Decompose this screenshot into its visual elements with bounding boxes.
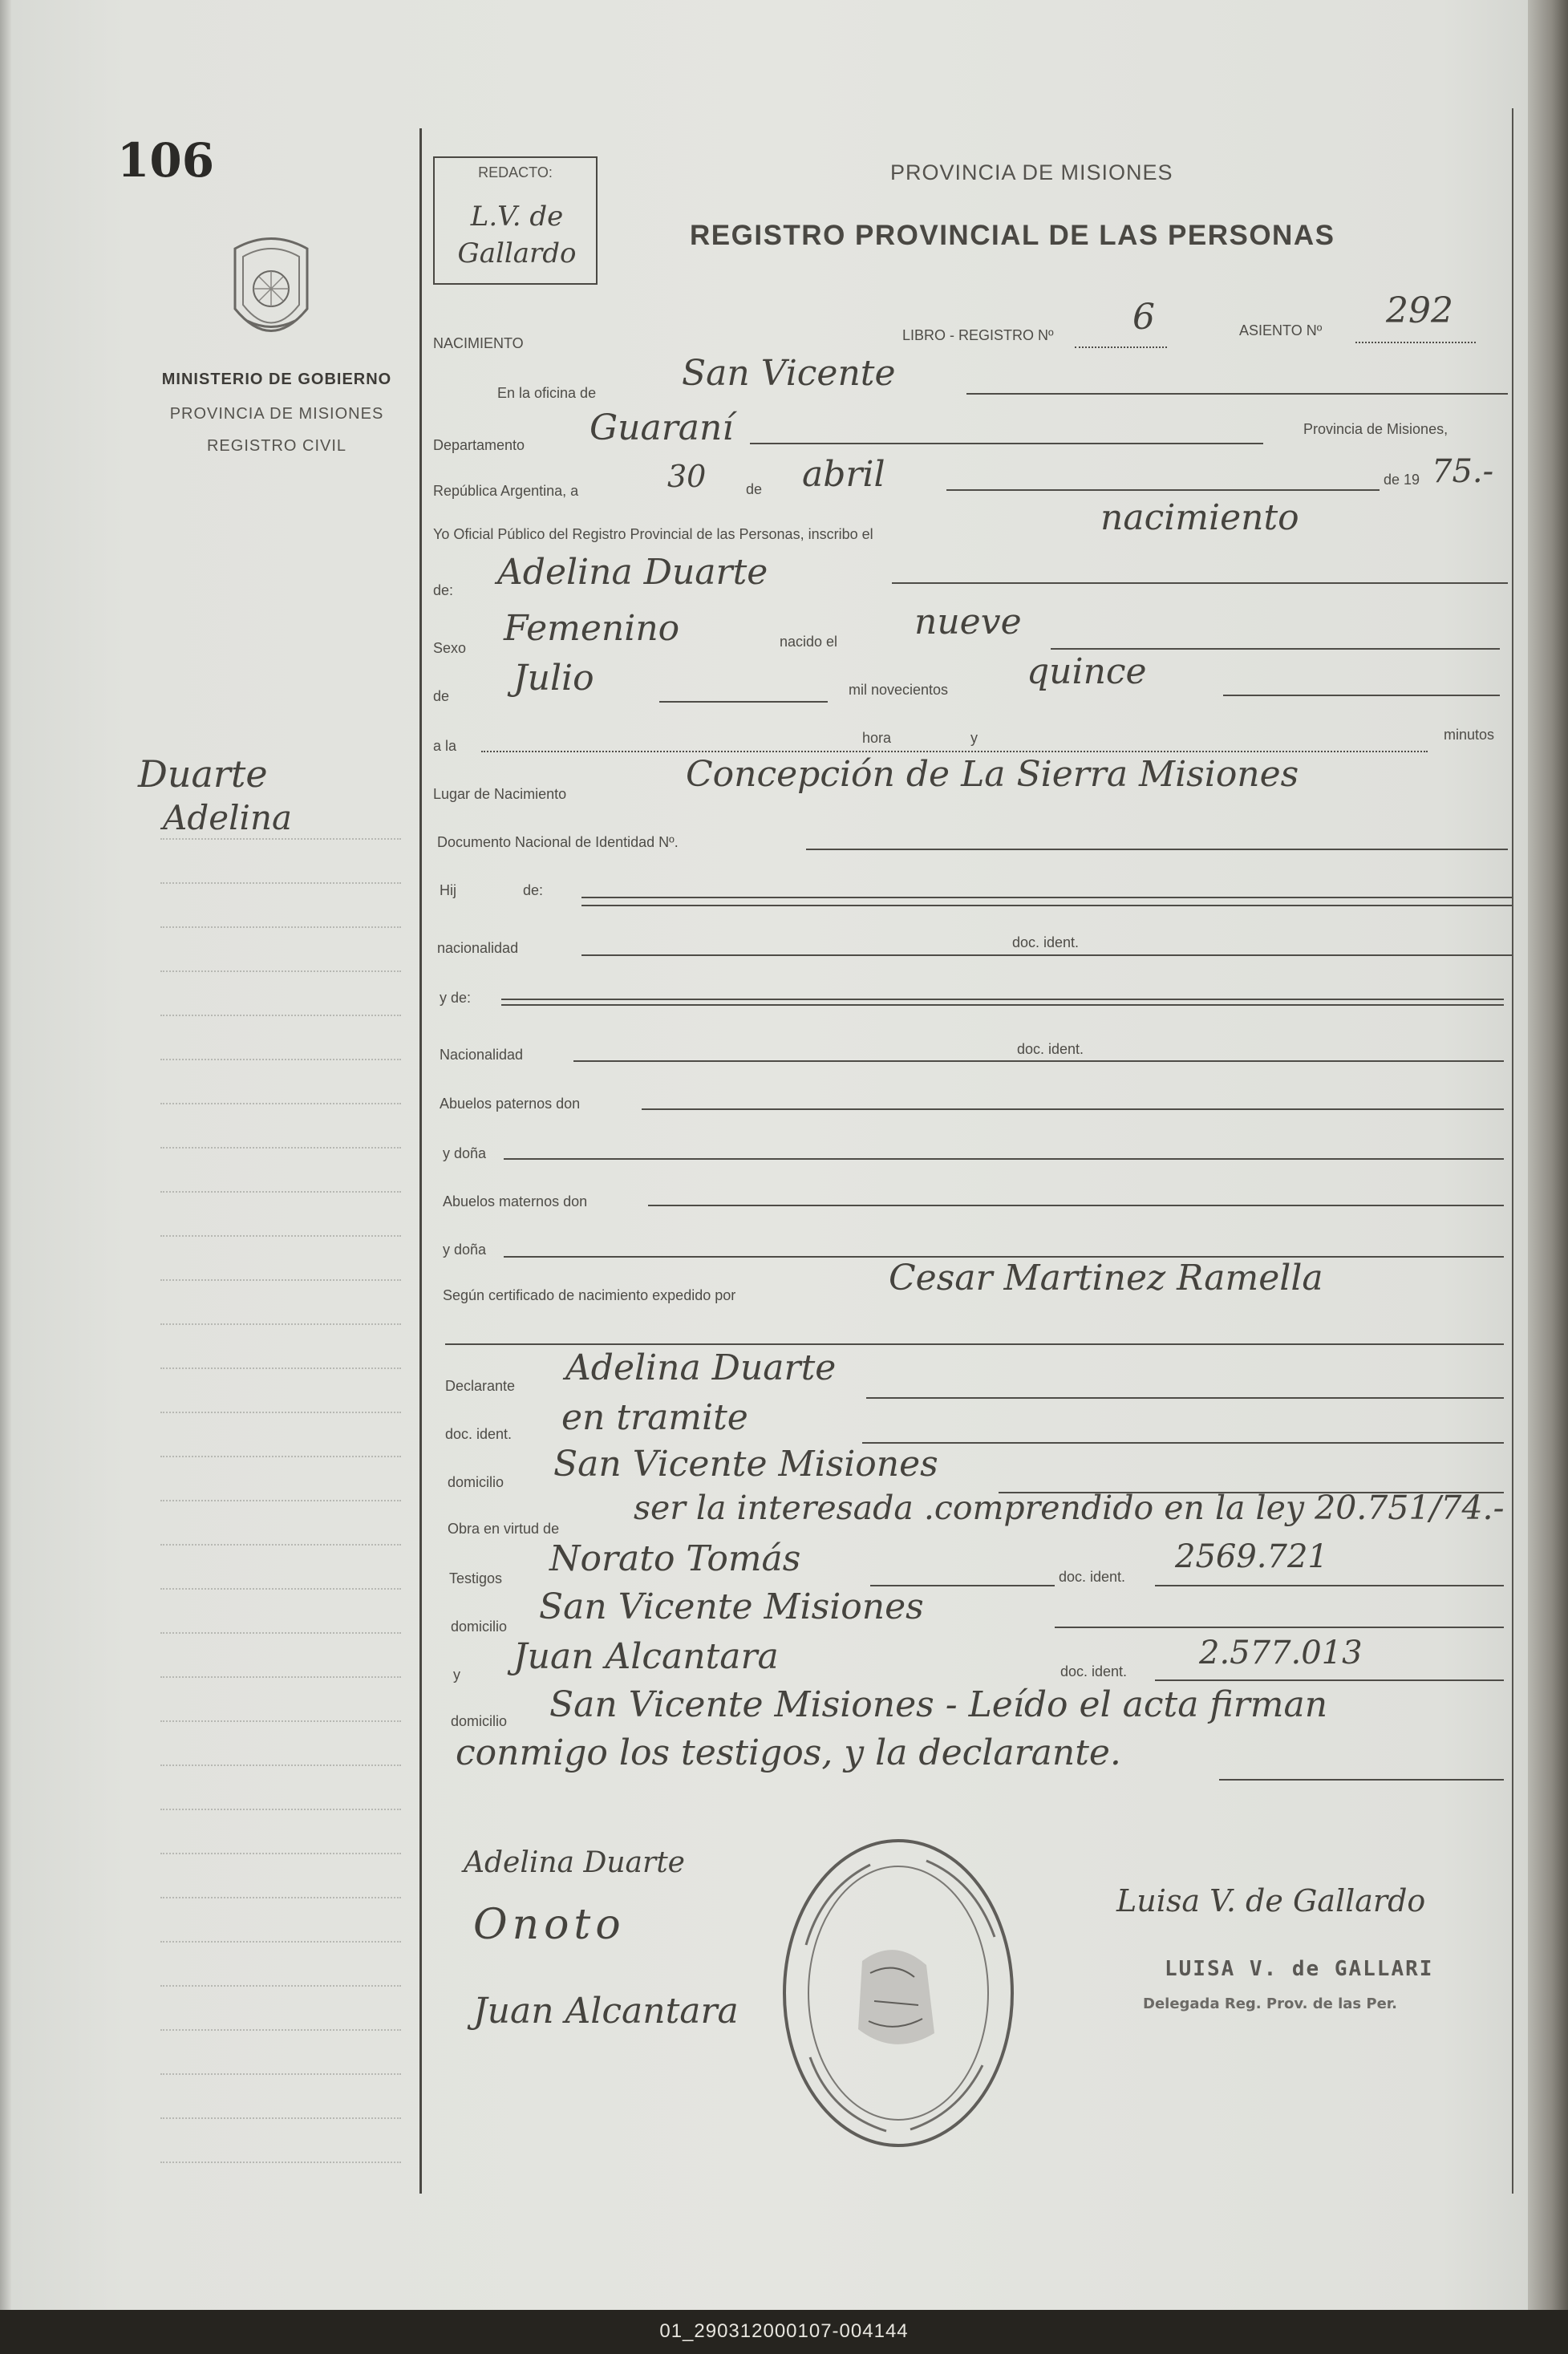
doc-ident2-label: doc. ident. [1017, 1041, 1084, 1057]
margin-annotation-name: Adelina [163, 798, 293, 837]
margin-ruled-line [160, 1985, 401, 1987]
certificate-line [445, 1343, 1504, 1345]
redacto-label: REDACTO: [478, 164, 553, 180]
witness1-address-label: domicilio [451, 1619, 508, 1635]
office-line [966, 393, 1508, 395]
registered-value: nacimiento [1100, 497, 1299, 538]
child-of-line [581, 897, 1512, 898]
margin-ruled-line [160, 970, 401, 972]
entry-label: ASIENTO Nº [1239, 322, 1323, 338]
declarant-line [866, 1397, 1504, 1399]
born-month-de-label: de [433, 688, 450, 704]
born-day-value: nueve [914, 602, 1022, 642]
born-line [1051, 648, 1500, 650]
margin-ruled-line [160, 1103, 401, 1104]
witness2-doc-value: 2.577.013 [1199, 1635, 1363, 1671]
pat-grand-dona-line [504, 1158, 1504, 1160]
witness2-address-label: domicilio [451, 1713, 508, 1729]
province-title: PROVINCIA DE MISIONES [890, 160, 1173, 184]
margin-ruled-line [160, 1323, 401, 1325]
sex-label: Sexo [433, 640, 467, 656]
coat-of-arms-icon [223, 233, 319, 353]
declarant-label: Declarante [445, 1378, 516, 1394]
redacto-value-line-2: Gallardo [457, 237, 577, 269]
margin-ruled-line [160, 1015, 401, 1016]
child-of-line-2 [581, 905, 1512, 906]
book-line [1075, 346, 1167, 348]
witness1-doc-line [1155, 1585, 1504, 1586]
margin-ruled-line [160, 2117, 401, 2119]
and-of-line-2 [501, 1004, 1504, 1006]
margin-ruled-line [160, 1059, 401, 1060]
margin-ruled-line [160, 838, 401, 840]
witness2-address-value: San Vicente Misiones - Leído el acta firman [549, 1684, 1328, 1725]
book-value: 6 [1132, 297, 1155, 338]
witness1-address-value: San Vicente Misiones [539, 1586, 924, 1627]
nationality2-label: Nacionalidad [440, 1047, 524, 1063]
registry-seal-icon [774, 1833, 1023, 2153]
born-year-value: quince [1027, 651, 1147, 692]
margin-rule [419, 128, 422, 2194]
born-month-value: Julio [513, 658, 594, 699]
margin-ruled-line [160, 1676, 401, 1678]
birthplace-value: Concepción de La Sierra Misiones [686, 754, 1299, 795]
doc-ident-label: doc. ident. [1012, 934, 1080, 950]
entry-value: 292 [1386, 290, 1453, 331]
office-value: San Vicente [682, 353, 896, 394]
witness1-doc-label: doc. ident. [1059, 1569, 1126, 1585]
mat-grand-label: Abuelos maternos don [443, 1193, 588, 1209]
page-edge [1528, 0, 1568, 2310]
date-line [946, 489, 1380, 491]
witness2-signature: Juan Alcantara [473, 1991, 739, 2032]
time-line [481, 751, 1428, 752]
margin-ruled-line [160, 2073, 401, 2075]
margin-annotation-surname: Duarte [138, 752, 268, 796]
declarant-address-label: domicilio [448, 1474, 504, 1490]
closing-line [1219, 1779, 1504, 1781]
margin-ruled-line [160, 1941, 401, 1943]
redacto-value [443, 198, 591, 272]
and-label: y [970, 730, 978, 746]
child-label: Hij [440, 882, 456, 898]
born-year-line [1223, 695, 1500, 696]
margin-ruled-line [160, 2162, 401, 2163]
margin-ruled-line [160, 1279, 401, 1281]
witness1-doc-value: 2569.721 [1175, 1538, 1328, 1575]
department-value: Guaraní [590, 407, 734, 448]
margin-ruled-line [160, 882, 401, 884]
book-gutter [0, 0, 11, 2310]
witness2-doc-line [1155, 1679, 1504, 1681]
dni-label: Documento Nacional de Identidad Nº. [437, 834, 679, 850]
official-title: Delegada Reg. Prov. de las Per. [1143, 1995, 1397, 2012]
margin-ruled-line [160, 1456, 401, 1457]
child-of-label: de: [523, 882, 544, 898]
pat-grand-label: Abuelos paternos don [440, 1096, 581, 1112]
image-id: 01_290312000107-004144 [659, 2320, 909, 2342]
closing-value: conmigo los testigos, y la declarante. [456, 1732, 1121, 1773]
thousand-label: mil novecientos [849, 682, 949, 698]
margin-ruled-line [160, 1632, 401, 1634]
witness2-doc-label: doc. ident. [1060, 1663, 1128, 1679]
republic-label: República Argentina, a [433, 483, 579, 499]
witnesses-label: Testigos [449, 1570, 503, 1586]
margin-ruled-line [160, 1853, 401, 1854]
page-number: 106 [117, 133, 215, 188]
margin-ruled-line [160, 1764, 401, 1766]
declarant-signature: Adelina Duarte [464, 1846, 685, 1879]
department-line [750, 443, 1263, 444]
declarant-doc-label: doc. ident. [445, 1426, 513, 1442]
and-witness-label: y [453, 1667, 460, 1683]
margin-ruled-line [160, 1235, 401, 1237]
right-rule [1512, 108, 1513, 2194]
time-at-label: a la [433, 738, 457, 754]
sex-value: Femenino [504, 608, 680, 649]
minutes-label: minutos [1444, 727, 1495, 743]
nationality-label: nacionalidad [437, 940, 519, 956]
person-value: Adelina Duarte [497, 552, 768, 593]
official-name: LUISA V. de GALLARI [1165, 1957, 1434, 1981]
certificate-label: Según certificado de nacimiento expedido por [443, 1287, 736, 1303]
acting-label: Obra en virtud de [448, 1521, 560, 1537]
dni-line [806, 849, 1508, 850]
margin-ruled-line [160, 1720, 401, 1722]
pat-grand-line [642, 1108, 1504, 1110]
declarant-doc-line [862, 1442, 1504, 1444]
person-of-label: de: [433, 582, 454, 598]
act-type-label: NACIMIENTO [433, 335, 524, 351]
and-of-label: y de: [440, 990, 472, 1006]
certificate-value: Cesar Martinez Ramella [889, 1258, 1323, 1299]
province-label: Provincia de Misiones, [1303, 421, 1448, 437]
acting-value: ser la interesada .comprendido en la ley 20.751/74.- [634, 1489, 1505, 1527]
ministry-name: MINISTERIO DE GOBIERNO [161, 371, 392, 388]
margin-ruled-line [160, 1191, 401, 1193]
margin-ruled-line [160, 1809, 401, 1810]
hour-label: hora [862, 730, 892, 746]
witness1-address-line [1055, 1627, 1504, 1628]
margin-ruled-line [160, 2029, 401, 2031]
birthplace-label: Lugar de Nacimiento [433, 786, 567, 802]
department-label: Departamento [433, 437, 525, 453]
witness1-signature: Onoto [473, 1901, 626, 1949]
margin-ruled-line [160, 1544, 401, 1546]
and-of-line [501, 999, 1504, 1000]
nationality-line [581, 954, 1512, 956]
person-line [892, 582, 1508, 584]
margin-ruled-line [160, 1588, 401, 1590]
book-label: LIBRO - REGISTRO Nº [902, 327, 1054, 343]
office-label: En la oficina de [497, 385, 597, 401]
registry-title: REGISTRO PROVINCIAL DE LAS PERSONAS [690, 220, 1335, 251]
margin-ruled-line [160, 1897, 401, 1898]
born-label: nacido el [780, 634, 838, 650]
official-text: Yo Oficial Público del Registro Provincial de las Personas, inscribo el [433, 526, 873, 542]
declarant-value: Adelina Duarte [565, 1347, 837, 1388]
witness2-value: Juan Alcantara [513, 1636, 779, 1677]
declarant-address-value: San Vicente Misiones [553, 1444, 938, 1485]
mat-grand-line [648, 1205, 1504, 1206]
declarant-doc-value: en tramite [561, 1397, 748, 1438]
pat-grand-dona-label: y doña [443, 1145, 487, 1161]
margin-ruled-line [160, 1412, 401, 1413]
year-value: 75.- [1432, 453, 1494, 490]
month-value: abril [802, 454, 885, 495]
ministry-province: PROVINCIA DE MISIONES [169, 405, 384, 423]
ministry-registry: REGISTRO CIVIL [206, 437, 347, 455]
born-month-line [659, 701, 828, 703]
month-de-label: de [746, 481, 763, 497]
margin-ruled-line [160, 926, 401, 928]
official-signature: Luisa V. de Gallardo [1116, 1883, 1426, 1918]
margin-ruled-line [160, 1500, 401, 1501]
day-value: 30 [667, 459, 707, 494]
margin-ruled-line [160, 1367, 401, 1369]
year-label: de 19 [1384, 472, 1420, 488]
mat-grand-dona-label: y doña [443, 1242, 487, 1258]
redacto-box [433, 156, 598, 285]
witness1-value: Norato Tomás [549, 1538, 801, 1579]
redacto-value-line-1: L.V. de [470, 201, 564, 233]
nationality2-line [573, 1060, 1504, 1062]
entry-line [1355, 342, 1476, 343]
margin-ruled-line [160, 1147, 401, 1149]
